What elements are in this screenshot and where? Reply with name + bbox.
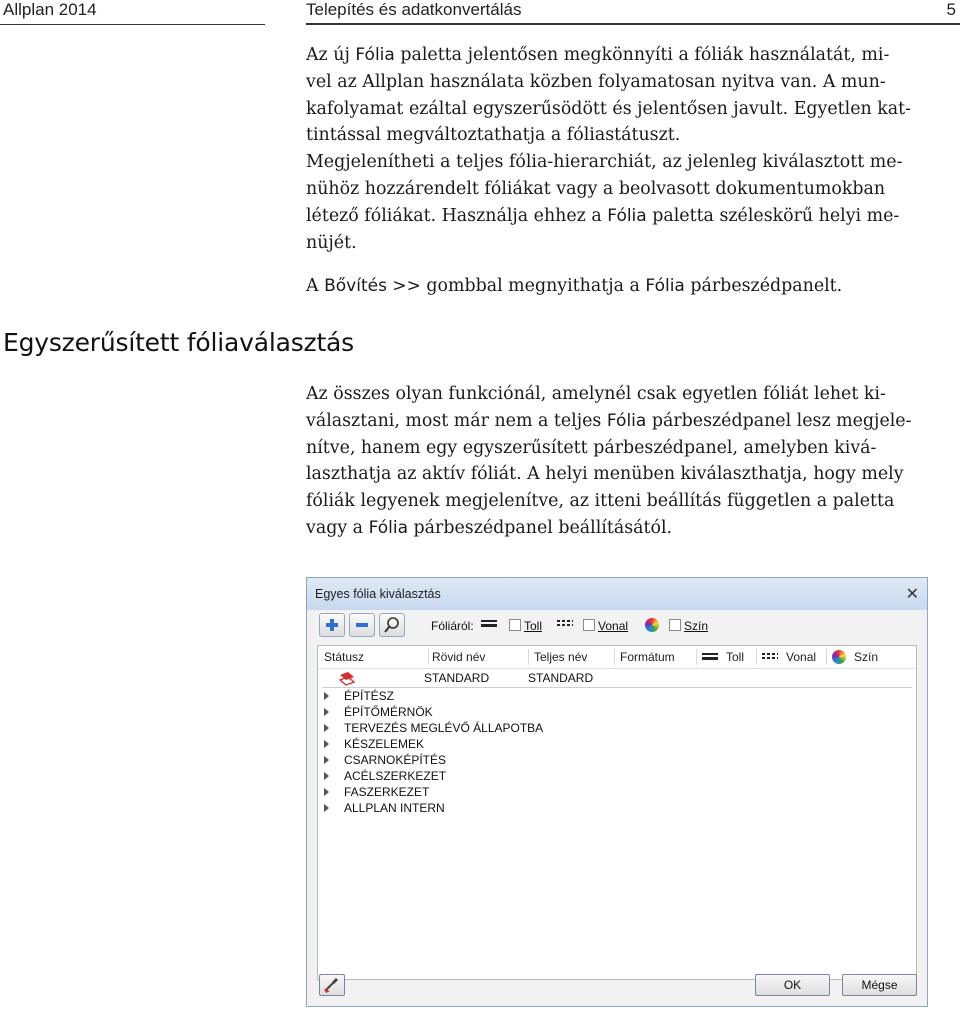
expand-arrow-icon[interactable] bbox=[324, 740, 329, 748]
header-chapter: Telepítés és adatkonvertálás bbox=[306, 0, 522, 19]
from-layer-label: Fóliáról: bbox=[431, 619, 474, 633]
line-type-icon bbox=[557, 620, 573, 629]
pen-thickness-icon bbox=[702, 653, 718, 662]
dialog-title: Egyes fólia kiválasztás bbox=[315, 587, 441, 601]
page-number: 5 bbox=[946, 0, 956, 19]
paragraph-expand-button: A Bővítés >> gombbal megnyithatja a Fólia párbeszédpanelt. bbox=[306, 276, 843, 296]
expand-tree-button[interactable] bbox=[319, 613, 345, 637]
standard-layer-row[interactable] bbox=[322, 670, 912, 688]
expand-arrow-icon[interactable] bbox=[324, 788, 329, 796]
section-heading: Egyszerűsített fóliaválasztás bbox=[3, 328, 354, 357]
grid-header bbox=[318, 646, 916, 669]
column-status[interactable]: Státusz bbox=[324, 650, 365, 664]
cancel-button[interactable]: Mégse bbox=[842, 974, 917, 996]
color-wheel-icon bbox=[832, 650, 846, 664]
plus-icon bbox=[320, 614, 344, 636]
color-checkbox[interactable] bbox=[669, 619, 681, 631]
paragraph-simplified-selection: Az összes olyan funkciónál, amelynél csak egyetlen fóliát lehet ki- választani, most már nem a teljes Fólia párbeszédpanel lesz megjele- nítve, hanem egy egyszerűsített párbeszédpanel, amelyben kivá- laszthatja az aktív fóliát. A helyi menüben kiválaszthatja, hogy mely fóliák legyenek megjelenítve, az itteni beállítás független a paletta vagy a Fólia párbeszédpanel beállításától. bbox=[306, 384, 912, 538]
page-header bbox=[0, 0, 960, 24]
eyedropper-icon bbox=[321, 975, 343, 995]
header-rule-left bbox=[0, 24, 265, 25]
pen-thickness-icon bbox=[481, 620, 497, 629]
find-button[interactable] bbox=[379, 613, 405, 637]
column-format[interactable]: Formátum bbox=[620, 650, 675, 664]
expand-arrow-icon[interactable] bbox=[324, 804, 329, 812]
expand-arrow-icon[interactable] bbox=[324, 692, 329, 700]
column-line[interactable]: Vonal bbox=[786, 650, 817, 664]
column-color[interactable]: Szín bbox=[854, 650, 879, 664]
pen-checkbox[interactable] bbox=[509, 619, 521, 631]
expand-arrow-icon[interactable] bbox=[324, 756, 329, 764]
paragraph-layer-palette: Az új Fólia paletta jelentősen megkönnyíti a fóliák használatát, mi- vel az Allplan használata közben folyamatosan nyitva van. A mun- kafolyamat ezáltal egyszerűsödött és jelentősen javult. Egyetlen kat- tintással megváltoztathatja a fóliastátuszt. Megjelenítheti a teljes fólia-hierarchiát, az jelenleg kiválasztott me- nühöz hozzárendelt fóliákat vagy a beolvasott dokumentumokban létező fóliákat. Használja ehhez a Fólia paletta széleskörű helyi me- nüjét. bbox=[306, 45, 911, 253]
magnifier-icon bbox=[380, 614, 404, 636]
line-checkbox[interactable] bbox=[583, 619, 595, 631]
column-full-name[interactable]: Teljes név bbox=[534, 650, 588, 664]
header-product: Allplan 2014 bbox=[3, 0, 97, 19]
pick-layer-button[interactable] bbox=[319, 974, 345, 996]
collapse-tree-button[interactable] bbox=[349, 613, 375, 637]
color-wheel-icon bbox=[645, 618, 659, 632]
column-pen[interactable]: Toll bbox=[726, 650, 745, 664]
layer-select-dialog bbox=[306, 577, 928, 1007]
expand-arrow-icon[interactable] bbox=[324, 724, 329, 732]
header-rule-right bbox=[306, 23, 960, 25]
ok-button[interactable]: OK bbox=[755, 974, 830, 996]
line-label: Vonal bbox=[598, 619, 629, 633]
standard-short-name: STANDARD bbox=[424, 671, 490, 685]
color-label: Szín bbox=[684, 619, 709, 633]
line-type-icon bbox=[762, 653, 778, 662]
expand-arrow-icon[interactable] bbox=[324, 708, 329, 716]
layer-tree-grid: Státusz Rövid név Teljes név Formátum Toll Vonal Szín STANDARD STANDARD ÉPÍTÉSZ ÉPÍTŐMÉRNÖK TERVEZÉS MEGLÉVŐ ÁLLAPOTBA KÉSZELEMEK CSARNOKÉPÍTÉS ACÉLSZERKEZET FASZERKEZET ALLPLAN INTERN bbox=[317, 645, 917, 980]
expand-arrow-icon[interactable] bbox=[324, 772, 329, 780]
close-icon[interactable]: ✕ bbox=[905, 586, 919, 603]
column-short-name[interactable]: Rövid név bbox=[432, 650, 486, 664]
active-layer-icon bbox=[338, 671, 356, 687]
dialog-body bbox=[313, 610, 921, 1006]
pen-label: Toll bbox=[524, 619, 543, 633]
dialog-titlebar bbox=[307, 578, 927, 610]
minus-icon bbox=[350, 614, 374, 636]
standard-full-name: STANDARD bbox=[528, 671, 594, 685]
